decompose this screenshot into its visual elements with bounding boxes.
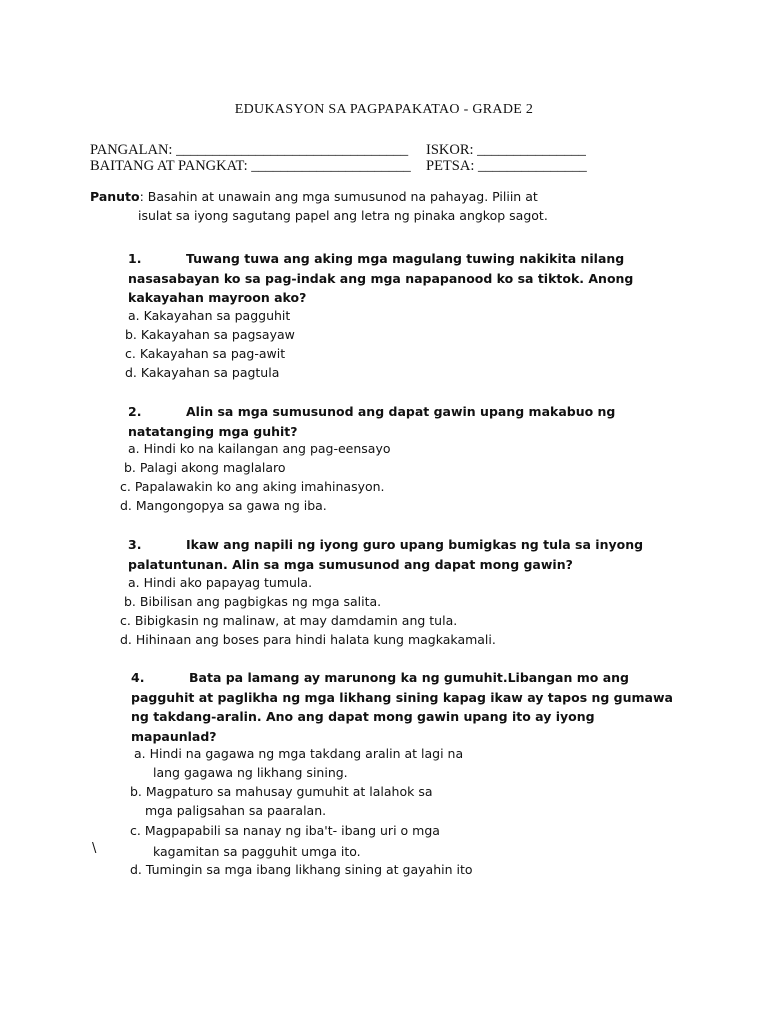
name-field: PANGALAN: ________________________________: [90, 142, 409, 158]
question-stem-line: Alin sa mga sumusunod ang dapat gawin upang makabuo ng: [186, 404, 616, 419]
instructions-text-2: isulat sa iyong sagutang papel ang letra ng pinaka angkop sagot.: [138, 208, 548, 223]
option: c. Bibigkasin ng malinaw, at may damdamin ang tula.: [120, 613, 458, 628]
question-stem-line: Bata pa lamang ay marunong ka ng gumuhit.Libangan mo ang: [189, 670, 629, 685]
question-1-stem: [128, 249, 633, 308]
option-continuation: kagamitan sa pagguhit umga ito.: [153, 844, 361, 859]
instructions: [90, 187, 548, 225]
question-stem-line: Tuwang tuwa ang aking mga magulang tuwing nakikita nilang: [186, 251, 625, 266]
option: c. Magpapabili sa nanay ng iba't- ibang uri o mga: [130, 823, 440, 838]
option: a. Kakayahan sa pagguhit: [128, 308, 291, 323]
score-field: ISKOR: _______________: [426, 142, 586, 158]
stray-mark: \: [92, 841, 97, 856]
option-continuation: lang gagawa ng likhang sining.: [153, 765, 348, 780]
question-2-stem: [128, 402, 615, 441]
section-field: BAITANG AT PANGKAT: ______________________: [90, 158, 411, 174]
option: d. Mangongopya sa gawa ng iba.: [120, 498, 327, 513]
question-3-stem: [128, 535, 643, 574]
question-stem-line: pagguhit at paglikha ng mga likhang sining kapag ikaw ay tapos ng gumawa: [131, 689, 673, 705]
question-stem-line: Ikaw ang napili ng iyong guro upang bumigkas ng tula sa inyong: [186, 537, 644, 552]
option: a. Hindi na gagawa ng mga takdang aralin at lagi na: [134, 746, 464, 761]
option: d. Hihinaan ang boses para hindi halata kung magkakamali.: [120, 632, 496, 647]
option: a. Hindi ako papayag tumula.: [128, 575, 313, 590]
question-stem-line: mapaunlad?: [131, 728, 217, 744]
option: c. Papalawakin ko ang aking imahinasyon.: [120, 479, 385, 494]
option: c. Kakayahan sa pag-awit: [125, 346, 286, 361]
question-stem-line: nasasabayan ko sa pag-indak ang mga napapanood ko sa tiktok. Anong: [128, 270, 634, 286]
option: b. Kakayahan sa pagsayaw: [125, 327, 295, 342]
option-continuation: mga paligsahan sa paaralan.: [145, 803, 327, 818]
instructions-text-1: : Basahin at unawain ang mga sumusunod na pahayag. Piliin at: [139, 189, 538, 204]
question-stem-line: kakayahan mayroon ako?: [128, 290, 307, 305]
question-stem-line: ng takdang-aralin. Ano ang dapat mong gawin upang ito ay iyong: [131, 709, 595, 724]
page-title: EDUKASYON SA PAGPAPAKATAO - GRADE 2: [234, 102, 534, 117]
question-4-stem: [131, 668, 673, 746]
question-number: 3.: [128, 537, 142, 552]
option: b. Magpaturo sa mahusay gumuhit at lalahok sa: [130, 784, 433, 799]
date-field: PETSA: _______________: [426, 158, 587, 174]
option: d. Tumingin sa mga ibang likhang sining at gayahin ito: [130, 862, 473, 877]
question-stem-line: natatanging mga guhit?: [128, 423, 298, 439]
instructions-label: Panuto: [90, 189, 140, 204]
option: b. Palagi akong maglalaro: [124, 460, 286, 475]
option: b. Bibilisan ang pagbigkas ng mga salita.: [124, 594, 382, 609]
question-number: 2.: [128, 404, 142, 419]
option: d. Kakayahan sa pagtula: [125, 365, 280, 380]
option: a. Hindi ko na kailangan ang pag-eensayo: [128, 441, 391, 456]
question-stem-line: palatuntunan. Alin sa mga sumusunod ang dapat mong gawin?: [128, 556, 573, 572]
question-number: 4.: [131, 670, 145, 685]
question-number: 1.: [128, 251, 142, 266]
